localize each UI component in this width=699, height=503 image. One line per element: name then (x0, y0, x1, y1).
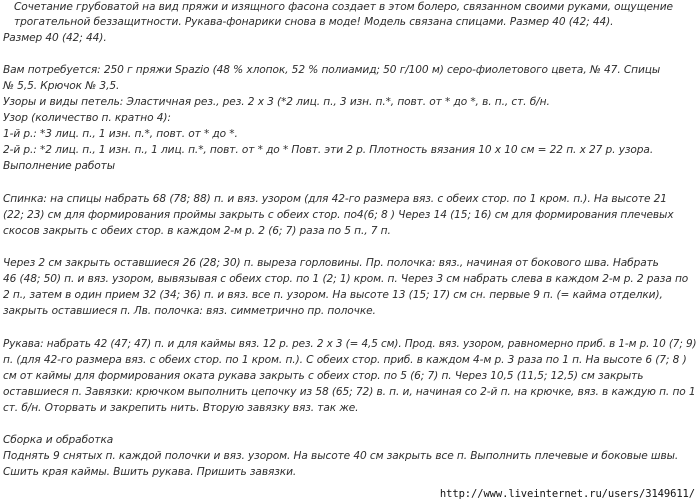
back-line-1: Спинка: на спицы набрать 68 (78; 88) п. и вяз. узором (для 42-го размера вяз. с обеих стор. по 1 кром. п.). На высоте 21 (3, 193, 667, 205)
size-line: Размер 40 (42; 44). (3, 32, 107, 44)
back-line-3: скосов закрыть с обеих стор. в каждом 2-м р. 2 (6; 7) раза по 5 п., 7 п. (3, 225, 391, 237)
assembly-heading: Сборка и обработка (3, 434, 114, 446)
back-line-2: (22; 23) см для формирования проймы закрыть с обеих стор. по4(6; 8 ) Через 14 (15; 16) см для формирования плечевых (3, 209, 674, 221)
source-watermark: http://www.liveinternet.ru/users/3149611/ (439, 488, 695, 500)
sleeves-line-3: см от каймы для формирования оката рукава закрыть с обеих стор. по 5 (6; 7) п. Через 10,5 (11,5; 12,5) см закрыть (3, 370, 644, 382)
materials-line-1: Вам потребуется: 250 г пряжи Spazio (48 % хлопок, 52 % полиамид; 50 г/100 м) серо-фиолетового цвета, № 47. Спицы (3, 64, 661, 76)
patterns-line: Узоры и виды петель: Эластичная рез., рез. 2 х 3 (*2 лиц. п., 3 изн. п.*, повт. от * до *, в. п., ст. б/н. (3, 96, 550, 108)
sleeves-line-2: п. (для 42-го размера вяз. с обеих стор. по 1 кром. п.). С обеих стор. приб. в каждом 4-м р. 3 раза по 1 п. На высоте 6 (7; 8 ) (3, 354, 687, 366)
assembly-line-1: Поднять 9 снятых п. каждой полочки и вяз. узором. На высоте 40 см закрыть все п. Выполнить плечевые и боковые швы. (3, 450, 679, 462)
row-2-line: 2-й р.: *2 лиц. п., 1 изн. п., 1 лиц. п.*, повт. от * до * Повт. эти 2 р. Плотность вязания 10 х 10 см = 22 п. х 27 р. узора. (3, 144, 654, 156)
front-line-1: Через 2 см закрыть оставшиеся 26 (28; 30) п. выреза горловины. Пр. полочка: вяз., начиная от бокового шва. Набрать (3, 257, 659, 269)
intro-line-2: трогательной беззащитности. Рукава-фонарики снова в моде! Модель связана спицами. Размер 40 (42; 44). (14, 16, 614, 28)
assembly-line-2: Сшить края каймы. Вшить рукава. Пришить завязки. (3, 466, 297, 478)
pattern-heading: Узор (количество п. кратно 4): (3, 112, 171, 124)
front-line-2: 46 (48; 50) п. и вяз. узором, вывязывая с обеих стор. по 1 (2; 1) кром. п. Через 3 см набрать слева в каждом 2-м р. 2 раза по (3, 273, 689, 285)
sleeves-line-4: оставшиеся п. Завязки: крючком выполнить цепочку из 58 (65; 72) в. п. и, начиная со 2-й п. на крючке, вяз. в каждую п. по 1 (3, 386, 696, 398)
row-1-line: 1-й р.: *3 лиц. п., 1 изн. п.*, повт. от * до *. (3, 128, 238, 140)
sleeves-line-1: Рукава: набрать 42 (47; 47) п. и для каймы вяз. 12 р. рез. 2 х 3 (= 4,5 см). Прод. вяз. узором, равномерно приб. в 1-м р. 10 (7; 9) (3, 338, 697, 350)
front-line-3: 2 п., затем в один прием 32 (34; 36) п. и вяз. все п. узором. На высоте 13 (15; 17) см сн. первые 9 п. (= кайма отделки), (3, 289, 663, 301)
instructions-heading: Выполнение работы (3, 160, 116, 172)
sleeves-line-5: ст. б/н. Оторвать и закрепить нить. Вторую завязку вяз. так же. (3, 402, 359, 414)
intro-line-1: Сочетание грубоватой на вид пряжи и изящного фасона создает в этом болеро, связанном своими руками, ощущение (14, 1, 673, 13)
front-line-4: закрыть оставшиеся п. Лв. полочка: вяз. симметрично пр. полочке. (3, 305, 376, 317)
materials-line-2: № 5,5. Крючок № 3,5. (3, 80, 120, 92)
